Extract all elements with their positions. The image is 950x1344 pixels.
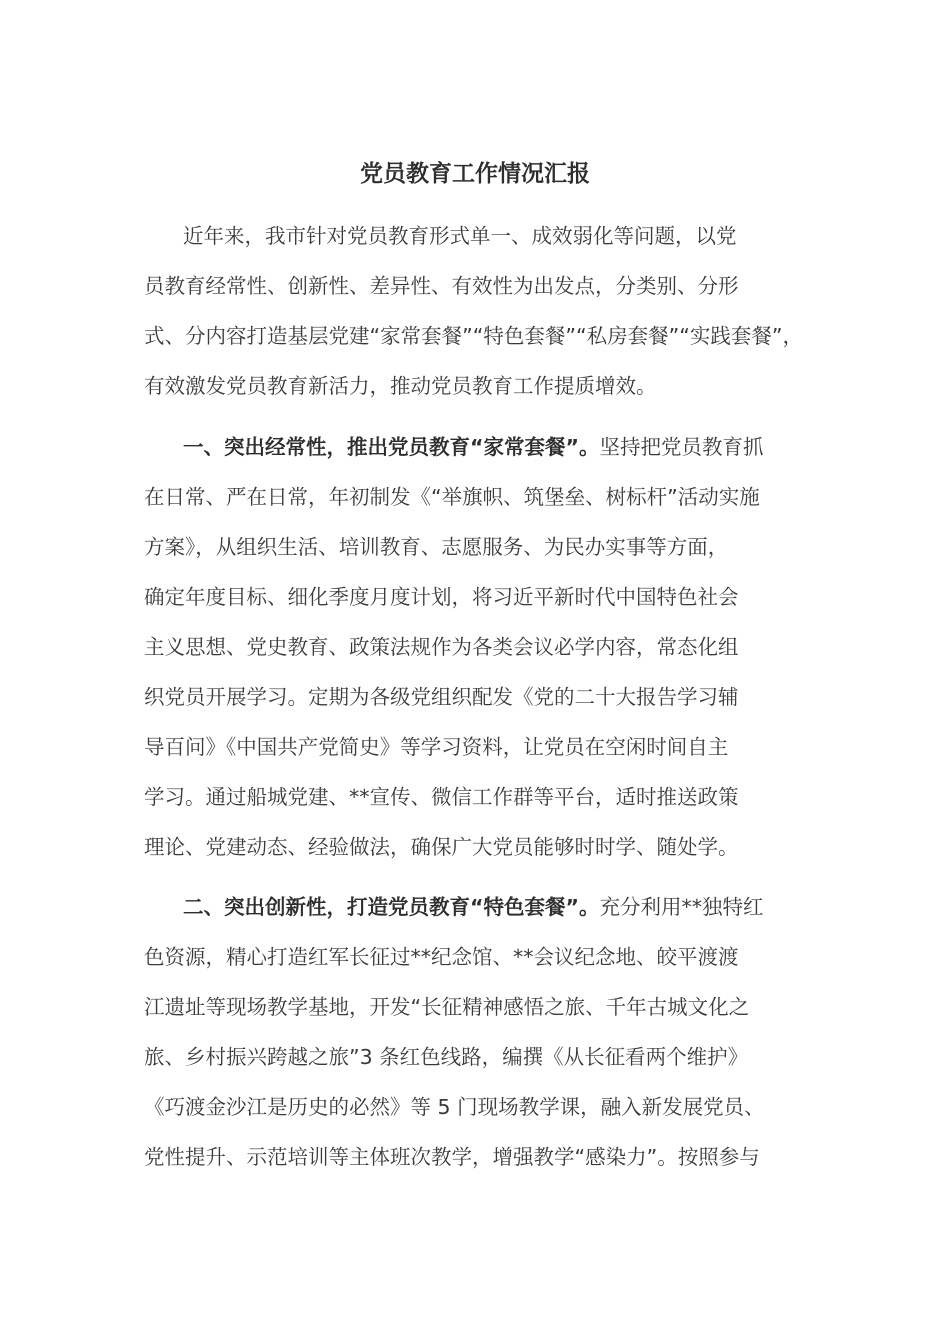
section-1-line-2: 在日常、严在日常，年初制发《“举旗帜、筑堡垒、树标杆”活动实施 [144,485,760,509]
section-2-line-4: 旅、乡村振兴跨越之旅”3 条红色线路，编撰《从长征看两个维护》 [144,1045,749,1069]
paragraph-1-line-1: 近年来，我市针对党员教育形式单一、成效弱化等问题，以党 [183,224,737,248]
section-2-heading: 二、突出创新性，打造党员教育“特色套餐”。 [183,895,600,919]
section-1-line-9: 理论、党建动态、经验做法，确保广大党员能够时时学、随处学。 [144,835,739,859]
section-1-heading-rest: 坚持把党员教育抓 [599,435,764,459]
paragraph-1-line-2: 员教育经常性、创新性、差异性、有效性为出发点，分类别、分形 [144,274,739,298]
section-1-line-4: 确定年度目标、细化季度月度计划，将习近平新时代中国特色社会 [144,585,739,609]
section-1-line-8: 学习。通过船城党建、**宣传、微信工作群等平台，适时推送政策 [144,785,739,809]
section-2-line-5: 《巧渡金沙江是历史的必然》等 5 门现场教学课，融入新发展党员、 [144,1095,765,1119]
section-2-line-2: 色资源，精心打造红军长征过**纪念馆、**会议纪念地、皎平渡渡 [144,945,739,969]
page-title: 党员教育工作情况汇报 [360,161,590,187]
section-1-line-5: 主义思想、党史教育、政策法规作为各类会议必学内容，常态化组 [144,635,739,659]
section-1-line-7: 导百问》《中国共产党简史》等学习资料，让党员在空闲时间自主 [144,735,729,759]
paragraph-1-line-4: 有效激发党员教育新活力，推动党员教育工作提质增效。 [144,374,657,398]
section-1-line-3: 方案》，从组织生活、培训教育、志愿服务、为民办实事等方面， [144,535,729,559]
section-2-heading-rest: 充分利用**独特红 [599,895,764,919]
section-2-line-6: 党性提升、示范培训等主体班次教学，增强教学“感染力”。按照参与 [144,1145,760,1169]
section-2-line-3: 江遗址等现场教学基地，开发“长征精神感悟之旅、千年古城文化之 [144,995,750,1019]
paragraph-1-line-3: 式、分内容打造基层党建“家常套餐”“特色套餐”“私房套餐”“实践套餐”， [144,324,803,348]
section-1-heading: 一、突出经常性，推出党员教育“家常套餐”。 [183,435,600,459]
section-1-line-1 [183,427,763,467]
section-1-line-6: 织党员开展学习。定期为各级党组织配发《党的二十大报告学习辅 [144,685,739,709]
section-2-line-1 [183,887,763,927]
